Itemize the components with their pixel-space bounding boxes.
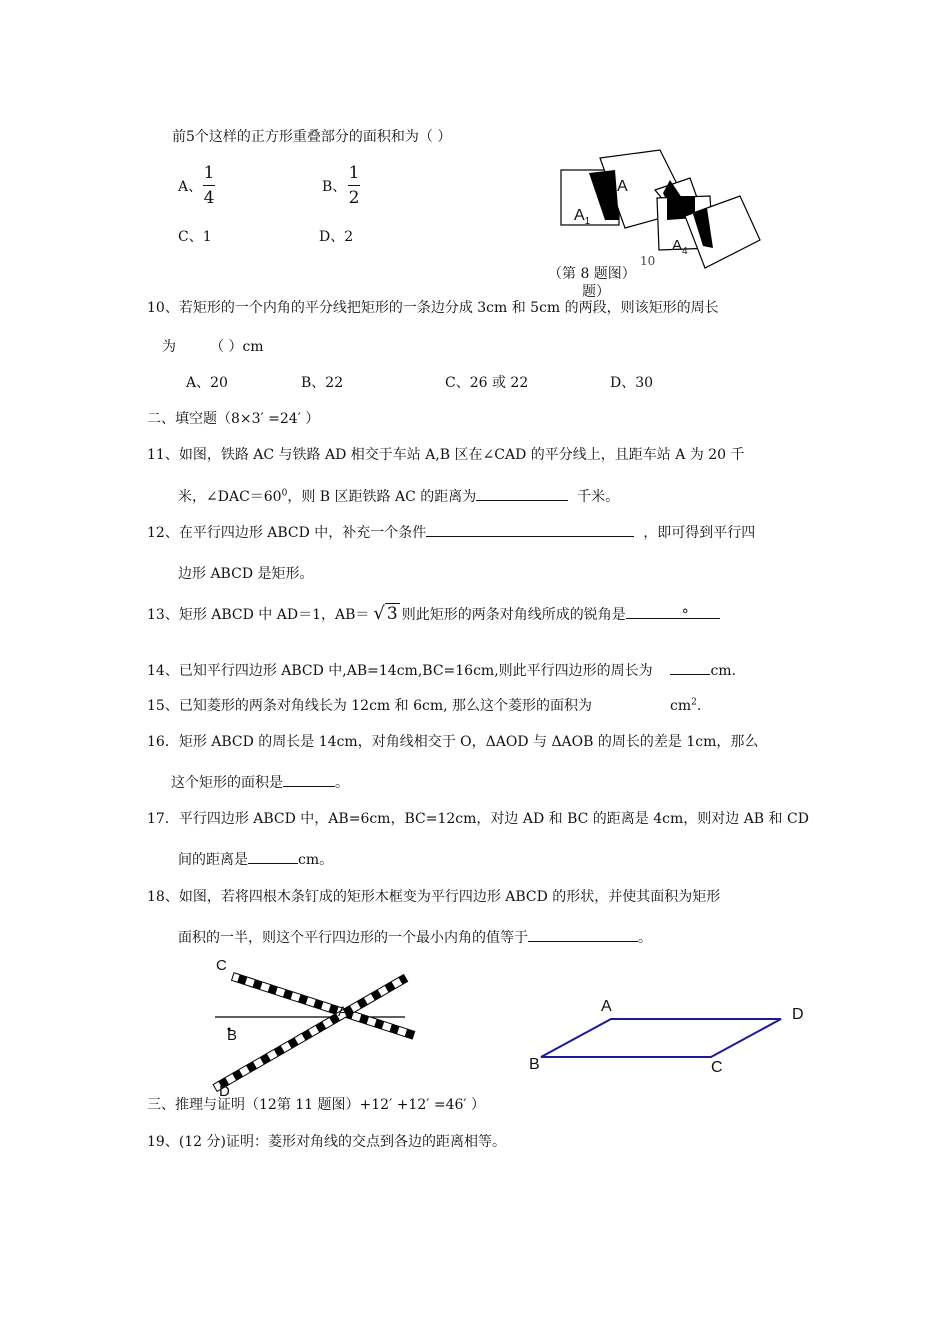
q18-answer-blank	[528, 941, 638, 942]
q10-option-d: D、30	[610, 375, 654, 391]
q16-line2: 这个矩形的面积是 。	[171, 775, 349, 791]
q9-stem: 前5个这样的正方形重叠部分的面积和为（ ）	[172, 129, 452, 145]
q10-line2-b: （ ）cm	[210, 339, 264, 355]
q9-option-d: D、2	[319, 229, 354, 245]
q12-line2: 边形 ABCD 是矩形。	[178, 566, 314, 582]
q12-line1: 12、在平行四边形 ABCD 中，补充一个条件 ，即可得到平行四	[147, 525, 756, 541]
label-a4: $A_4$	[672, 237, 688, 257]
q10-option-a: A、20	[186, 375, 228, 391]
sqrt-symbol: √ 3	[373, 603, 398, 624]
q13-answer-blank	[626, 618, 720, 619]
q9-option-b-prefix: B、	[322, 179, 347, 195]
q17-line1: 17．平行四边形 ABCD 中，AB=6cm，BC=12cm，对边 AD 和 BC 的距离是 4cm，则对边 AB 和 CD	[147, 811, 809, 827]
label-c: C	[216, 957, 227, 974]
section-2-heading: 二、填空题（8×3′ =24′ ）	[147, 411, 320, 427]
q9-option-c: C、1	[178, 229, 212, 245]
q19-line: 19、(12 分)证明：菱形对角线的交点到各边的距离相等。	[147, 1134, 507, 1150]
q14-line: 14、已知平行四边形 ABCD 中,AB=14cm,BC=16cm,则此平行四边形的周长为 cm.	[147, 663, 737, 679]
q10-option-c: C、26 或 22	[445, 375, 529, 391]
q15-line: 15、已知菱形的两条对角线长为 12cm 和 6cm, 那么这个菱形的面积为 $cm^2$.	[147, 697, 702, 714]
q18-line1: 18、如图，若将四根木条钉成的矩形木框变为平行四边形 ABCD 的形状，并使其面积为矩形	[147, 889, 721, 905]
label-b: B	[529, 1056, 540, 1073]
q17-line2: 间的距离是 cm。	[178, 852, 334, 868]
q11-line2: 米，$\angle DAC=60^0$，则 B 区距铁路 AC 的距离为 千米。	[178, 488, 620, 505]
q16-line1: 16．矩形 ABCD 的周长是 14cm，对角线相交于 O，ΔAOD 与 ΔAOB 的周长的差是 1cm，那么	[147, 734, 759, 750]
q9-option-a-prefix: A、	[178, 179, 203, 195]
q9-figure-caption: （第 8 题图）	[548, 266, 636, 282]
fraction-denominator: 4	[203, 188, 215, 208]
label-a1: $A_1$	[574, 207, 591, 228]
railway-ad	[213, 975, 408, 1092]
label-c: C	[711, 1059, 723, 1076]
label-a: A	[338, 1003, 348, 1019]
fraction-denominator: 2	[348, 188, 360, 208]
q14-answer-blank	[670, 674, 710, 675]
q17-answer-blank	[248, 863, 298, 864]
q9-option-b-fraction	[348, 163, 360, 208]
label-d: D	[792, 1006, 804, 1023]
label-d: D	[219, 1083, 230, 1100]
q9-figure-caption-cont: 题）	[582, 284, 610, 300]
q13-line: 13、矩形 ABCD 中 AD＝1，AB＝ √ 3 则此矩形的两条对角线所成的锐角是 °	[147, 603, 689, 624]
parallelogram-abcd	[541, 1019, 781, 1057]
q10-line2-a: 为	[162, 339, 176, 355]
parallelogram-figure	[535, 1015, 795, 1075]
q9-option-a-fraction	[203, 163, 215, 208]
q16-answer-blank	[283, 786, 335, 787]
label-stray: 10	[640, 254, 656, 268]
q11-answer-blank	[476, 500, 568, 501]
q11-line1: 11、如图，铁路 AC 与铁路 AD 相交于车站 A,B 区在∠CAD 的平分线上，且距车站 A 为 20 千	[147, 447, 745, 463]
railway-figure	[205, 955, 445, 1065]
fraction-numerator: 1	[348, 163, 360, 183]
label-a2: A	[617, 178, 628, 195]
q18-line2: 面积的一半，则这个平行四边形的一个最小内角的值等于 。	[178, 930, 652, 946]
q10-option-b: B、22	[301, 375, 344, 391]
label-b: B	[227, 1027, 238, 1044]
fraction-numerator: 1	[203, 163, 215, 183]
q12-answer-blank	[426, 536, 634, 537]
label-a: A	[601, 998, 612, 1015]
q10-line1: 10、若矩形的一个内角的平分线把矩形的一条边分成 3cm 和 5cm 的两段，则该矩形的周长	[147, 300, 719, 316]
section-3-heading: 三、推理与证明（12第 11 题图）+12′ +12′ =46′ ）	[147, 1097, 486, 1113]
